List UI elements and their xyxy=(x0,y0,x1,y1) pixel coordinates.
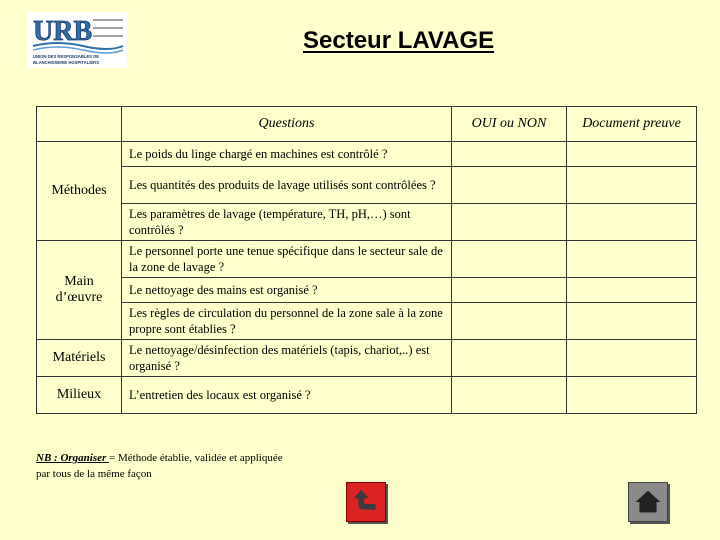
table-row xyxy=(37,340,697,377)
question-text: Le nettoyage/désinfection des matériels (tapis, chariot,..) est organisé ? xyxy=(122,340,452,377)
urb-logo xyxy=(27,12,127,68)
question-text: Les règles de circulation du personnel de la zone sale à la zone propre sont établies ? xyxy=(122,303,452,340)
answer-cell[interactable] xyxy=(452,340,567,377)
proof-cell[interactable] xyxy=(567,303,697,340)
table-row xyxy=(37,167,697,204)
svg-text:URB: URB xyxy=(33,16,93,47)
table-row xyxy=(37,377,697,414)
proof-cell[interactable] xyxy=(567,377,697,414)
question-text: Le personnel porte une tenue spécifique dans le secteur sale de la zone de lavage ? xyxy=(122,241,452,278)
question-text: Les paramètres de lavage (température, TH, pH,…) sont contrôlés ? xyxy=(122,204,452,241)
answer-cell[interactable] xyxy=(452,377,567,414)
svg-text:BLANCHISSERIE HOSPITALIERS: BLANCHISSERIE HOSPITALIERS xyxy=(33,60,99,65)
back-button[interactable] xyxy=(346,482,386,522)
answer-cell[interactable] xyxy=(452,142,567,167)
proof-cell[interactable] xyxy=(567,340,697,377)
table-row xyxy=(37,303,697,340)
table-row xyxy=(37,142,697,167)
answer-cell[interactable] xyxy=(452,278,567,303)
proof-cell[interactable] xyxy=(567,278,697,303)
answer-cell[interactable] xyxy=(452,241,567,278)
return-arrow-icon xyxy=(347,483,385,521)
question-text: Le poids du linge chargé en machines est contrôlé ? xyxy=(122,142,452,167)
footnote xyxy=(36,450,286,482)
question-text: Les quantités des produits de lavage utilisés sont contrôlées ? xyxy=(122,167,452,204)
home-icon xyxy=(629,483,667,521)
question-text: L’entretien des locaux est organisé ? xyxy=(122,377,452,414)
proof-cell[interactable] xyxy=(567,241,697,278)
category-milieux: Milieux xyxy=(37,377,122,414)
table-row xyxy=(37,241,697,278)
category-main-oeuvre: Main d’œuvre xyxy=(37,241,122,340)
proof-cell[interactable] xyxy=(567,142,697,167)
category-materiels: Matériels xyxy=(37,340,122,377)
header-empty xyxy=(37,107,122,142)
proof-cell[interactable] xyxy=(567,204,697,241)
proof-cell[interactable] xyxy=(567,167,697,204)
svg-text:UNION DES RESPONSABLES DE: UNION DES RESPONSABLES DE xyxy=(33,54,100,59)
answer-cell[interactable] xyxy=(452,204,567,241)
page-title: Secteur LAVAGE xyxy=(303,27,495,54)
footnote-text: = Méthode établie, validée et appliquée par tous de la même façon xyxy=(36,452,283,480)
footnote-label: NB : Organiser xyxy=(36,452,110,464)
header-answer: OUI ou NON xyxy=(452,107,567,142)
question-text: Le nettoyage des mains est organisé ? xyxy=(122,278,452,303)
table-row xyxy=(37,204,697,241)
questionnaire-table xyxy=(36,106,697,414)
answer-cell[interactable] xyxy=(452,167,567,204)
table-row xyxy=(37,278,697,303)
answer-cell[interactable] xyxy=(452,303,567,340)
header-row xyxy=(37,107,697,142)
home-button[interactable] xyxy=(628,482,668,522)
header-proof: Document preuve xyxy=(567,107,697,142)
header-questions: Questions xyxy=(122,107,452,142)
category-methodes: Méthodes xyxy=(37,142,122,241)
